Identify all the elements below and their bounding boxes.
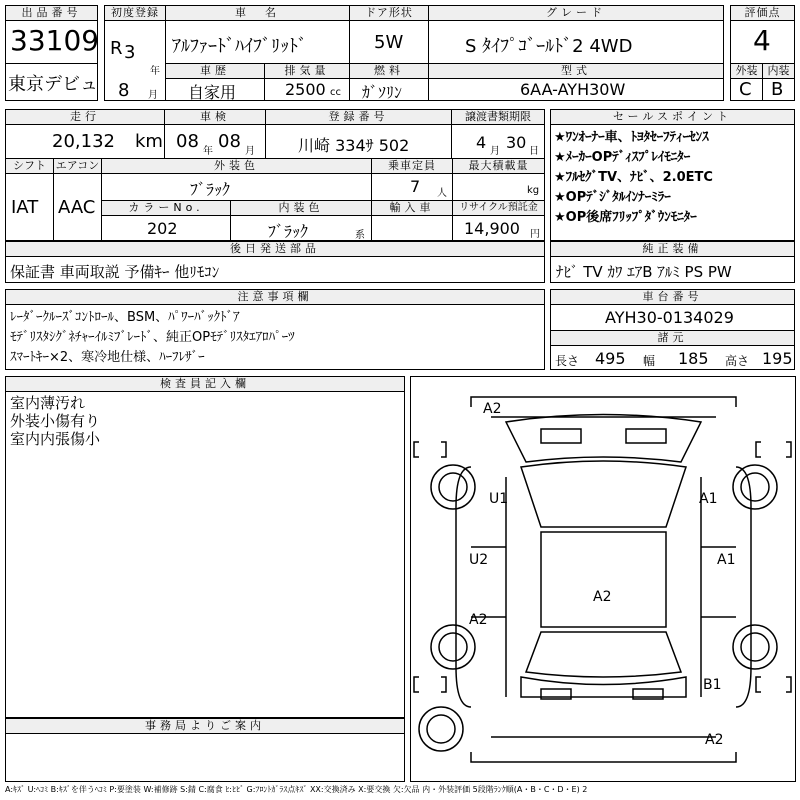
- height-label: 高さ: [725, 354, 750, 368]
- payload-label: 最大積載量: [452, 158, 545, 174]
- height-value: 195: [762, 349, 793, 368]
- type-label: 型式: [428, 63, 724, 79]
- equipment-value: ﾅﾋﾞ TV ｶﾜ ｴｱB ｱﾙﾐ PS PW: [556, 263, 732, 281]
- score-label: 評価点: [730, 5, 795, 21]
- dims-label: 諸元: [550, 330, 795, 346]
- legend: A:ｷｽﾞ U:ﾍｺﾐ B:ｷｽﾞを伴うﾍｺﾐ P:要塗装 W:補修跡 S:錆 C:腐食 ﾋ:ﾋﾋﾞ G:ﾌﾛﾝﾄｶﾞﾗｽ点ｷｽﾞ XX:交換済み X:要交換 欠:欠品 内・外装評価 5段階ﾗﾝｸ順(A・B・C・D・E) 2: [5, 785, 588, 794]
- inspection-year-unit: 年: [203, 146, 213, 157]
- chassis-label: 車台番号: [550, 289, 795, 305]
- car-diagram: [410, 376, 796, 782]
- width-label: 幅: [643, 354, 656, 368]
- fuel-label: 燃料: [349, 63, 429, 79]
- door-label: ドア形状: [349, 5, 429, 21]
- notes-label: 注意事項欄: [5, 289, 545, 305]
- int-value: B: [771, 79, 784, 100]
- colorno-label: カラーNo.: [101, 200, 231, 216]
- lot-label: 出品番号: [5, 5, 98, 21]
- shift-label: シフト: [5, 158, 54, 174]
- first-reg-year-unit: 年: [150, 66, 160, 77]
- first-reg-label: 初度登録: [104, 5, 166, 21]
- office-label: 事務局よりご案内: [5, 718, 405, 734]
- ac-label: エアコン: [53, 158, 102, 174]
- inspector-line: 外装小傷有り: [10, 412, 101, 430]
- transfer-month-unit: 月: [490, 146, 500, 157]
- door-value: 5W: [374, 32, 404, 53]
- history-label: 車歴: [165, 63, 265, 79]
- sales-point: ★OP後席ﾌﾘｯﾌﾟﾀﾞｳﾝﾓﾆﾀｰ: [554, 210, 697, 225]
- import-label: 輸入車: [371, 200, 453, 216]
- ac-value: AAC: [58, 197, 96, 218]
- inspection-month: 08: [218, 131, 241, 152]
- office-box: [5, 733, 405, 782]
- type-value: 6AA-AYH30W: [520, 80, 626, 99]
- sales-point: ★ﾜﾝｵｰﾅｰ車、ﾄﾖﾀｾｰﾌﾃｨｰｾﾝｽ: [554, 130, 709, 145]
- note-line: ｽﾏｰﾄｷｰ×2、寒冷地仕様、ﾊｰﾌﾚｻﾞｰ: [10, 350, 205, 365]
- recycle-unit: 円: [530, 229, 540, 240]
- width-value: 185: [678, 349, 709, 368]
- intcolor-value: ﾌﾞﾗｯｸ: [268, 222, 309, 241]
- damage-right-rear: B1: [703, 677, 722, 693]
- lot-value: 33109: [10, 24, 100, 57]
- score-value: 4: [753, 24, 771, 57]
- color-value: ﾌﾞﾗｯｸ: [190, 180, 231, 199]
- intcolor-label: 内装色: [230, 200, 372, 216]
- sales-points-label: セールスポイント: [550, 109, 795, 125]
- displacement-unit: cc: [330, 87, 341, 98]
- color-label: 外装色: [101, 158, 372, 174]
- mileage-value: 20,132: [52, 131, 115, 152]
- model-value: ｱﾙﾌｧｰﾄﾞﾊｲﾌﾞﾘｯﾄﾞ: [172, 36, 307, 57]
- inspection-label: 車検: [164, 109, 266, 125]
- sales-points-list: [554, 128, 713, 228]
- first-reg-year: 3: [124, 42, 136, 63]
- damage-left-mid: U2: [469, 552, 489, 568]
- later-parts-value: 保証書 車両取説 予備ｷｰ 他ﾘﾓｺﾝ: [10, 263, 220, 281]
- transfer-label: 譲渡書類期限: [451, 109, 545, 125]
- int-label: 内装: [762, 63, 795, 79]
- recycle-label: リサイクル預託金: [452, 200, 545, 216]
- model-label: 車 名: [165, 5, 350, 21]
- plate-value: 川崎 334ｻ 502: [298, 136, 410, 155]
- capacity-label: 乗車定員: [371, 158, 453, 174]
- transfer-day: 30: [506, 133, 527, 152]
- capacity-unit: 人: [437, 188, 447, 199]
- length-label: 長さ: [555, 354, 580, 368]
- plate-label: 登録番号: [265, 109, 452, 125]
- color-box: [101, 173, 372, 201]
- car-outline: [411, 377, 797, 783]
- first-reg-month: 8: [118, 80, 130, 101]
- recycle-value: 14,900: [464, 219, 520, 238]
- damage-right-mid: A1: [717, 552, 736, 568]
- colorno-value: 202: [147, 219, 178, 238]
- damage-left-rear: A2: [469, 612, 488, 628]
- history-value: 自家用: [188, 83, 237, 102]
- inspector-line: 室内内張傷小: [10, 430, 101, 448]
- ext-value: C: [739, 79, 752, 100]
- venue: 東京デビュ: [8, 74, 98, 95]
- inspection-month-unit: 月: [245, 146, 255, 157]
- dims-box: [550, 345, 795, 370]
- damage-roof: A2: [593, 589, 612, 605]
- fuel-value: ｶﾞｿﾘﾝ: [362, 83, 403, 102]
- later-parts-label: 後日発送部品: [5, 241, 545, 257]
- mileage-unit: km: [135, 131, 163, 152]
- displacement-label: 排気量: [264, 63, 350, 79]
- damage-front: A2: [483, 401, 502, 417]
- sales-point: ★ﾌﾙｾｸﾞTV、ﾅﾋﾞ、2.0ETC: [554, 170, 713, 185]
- inspector-list: [10, 394, 100, 448]
- note-line: ﾓﾃﾞﾘｽﾀｼｸﾞﾈﾁｬｰｲﾙﾐﾌﾞﾚｰﾄﾞ、純正OPﾓﾃﾞﾘｽﾀｴｱﾛﾊﾟｰﾂ: [10, 330, 295, 345]
- first-reg-month-unit: 月: [148, 90, 158, 101]
- equipment-label: 純正装備: [550, 241, 795, 257]
- displacement-value: 2500: [285, 80, 326, 99]
- mileage-label: 走行: [5, 109, 165, 125]
- grade-label: グレード: [428, 5, 724, 21]
- notes-list: [10, 308, 295, 368]
- intcolor-unit: 系: [355, 230, 365, 241]
- transfer-day-unit: 日: [529, 146, 539, 157]
- import-box: [371, 215, 453, 241]
- damage-left-front: U1: [489, 491, 509, 507]
- sales-point: ★OPﾃﾞｼﾞﾀﾙｲﾝﾅｰﾐﾗｰ: [554, 190, 671, 205]
- shift-value: IAT: [11, 197, 39, 218]
- damage-rear: A2: [705, 732, 724, 748]
- ext-label: 外装: [730, 63, 763, 79]
- inspector-label: 検査員記入欄: [5, 376, 405, 392]
- inspection-year: 08: [176, 131, 199, 152]
- length-value: 495: [595, 349, 626, 368]
- first-reg-era: R: [110, 38, 123, 59]
- transfer-month: 4: [476, 133, 487, 152]
- damage-right-front: A1: [699, 491, 718, 507]
- inspector-line: 室内薄汚れ: [10, 394, 86, 412]
- grade-value: S ﾀｲﾌﾟｺﾞｰﾙﾄﾞ2 4WD: [465, 36, 633, 57]
- chassis-value: AYH30-0134029: [605, 308, 734, 327]
- note-line: ﾚｰﾀﾞｰｸﾙｰｽﾞｺﾝﾄﾛｰﾙ、BSM、ﾊﾟﾜｰﾊﾞｯｸﾄﾞｱ: [10, 310, 240, 325]
- payload-unit: kg: [527, 185, 540, 196]
- sales-point: ★ﾒｰｶｰOPﾃﾞｨｽﾌﾟﾚｲﾓﾆﾀｰ: [554, 150, 691, 165]
- capacity-value: 7: [410, 177, 421, 196]
